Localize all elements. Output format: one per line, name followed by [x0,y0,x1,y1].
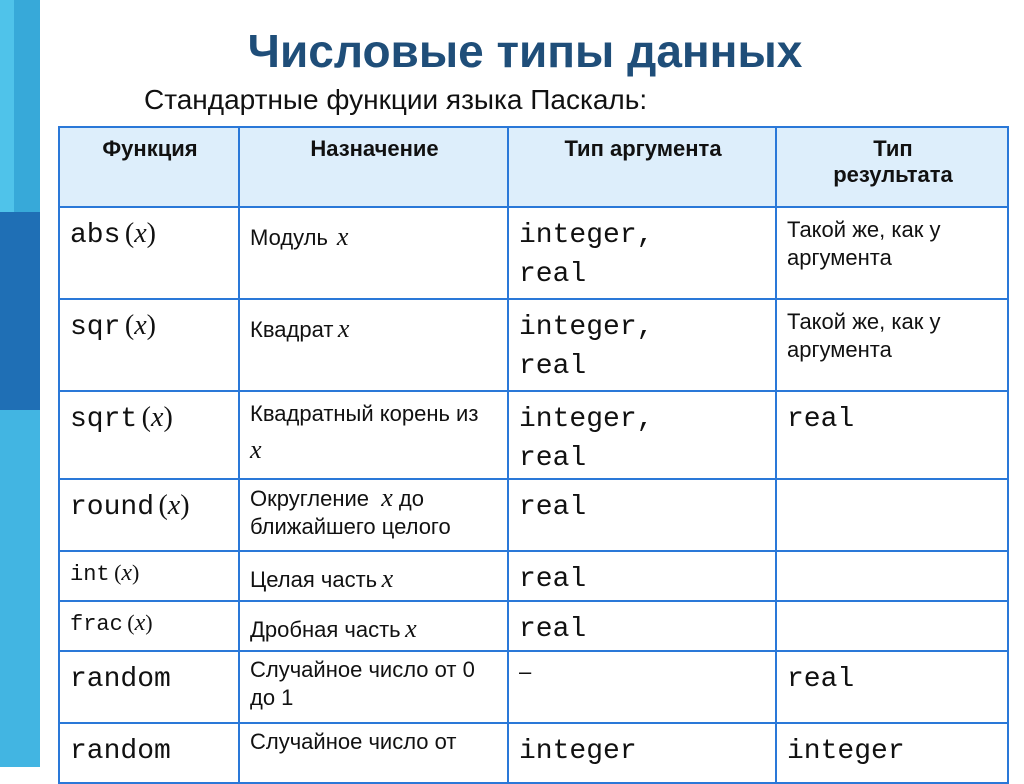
side-strip-lower [0,410,40,767]
subtitle: Стандартные функции языка Паскаль: [144,84,648,115]
purpose-text: Округление [250,486,370,511]
func-cell [59,723,239,783]
table-row [59,391,1008,479]
table-row [59,651,1008,723]
arg-type-1: real [519,614,587,645]
func-name: random [70,736,171,767]
func-name: round [70,492,155,523]
table-row [59,207,1008,299]
result-cell [776,551,1008,601]
table-header-row [59,127,1008,207]
arg-symbol: x [167,490,181,521]
header-function: Функция [59,127,239,207]
func-name: int [70,562,110,587]
purpose-cell [239,551,508,601]
arg-type-1: integer, [519,220,654,251]
table-row [59,299,1008,391]
func-cell [59,651,239,723]
result-text: real [787,404,855,435]
func-cell: round (x) [59,479,239,551]
header-arg-type: Тип аргумента [508,127,776,207]
func-name: random [70,664,171,695]
arg-type-1: real [519,492,587,523]
func-cell: int (x) [59,551,239,601]
arg-symbol: x [250,435,262,464]
arg-type-1: integer, [519,404,654,435]
arg-symbol: x [336,222,349,251]
arg-type-cell [508,723,776,783]
arg-symbol: x [337,314,350,343]
result-cell [776,601,1008,651]
arg-symbol: x [381,483,393,512]
result-cell [776,651,1008,723]
purpose-cell [239,479,508,551]
table-row [59,601,1008,651]
func-cell: sqr (x) [59,299,239,391]
arg-symbol: x [405,614,417,643]
functions-table [58,126,1009,784]
side-strip-dark [0,212,40,410]
result-text: Такой же, как у аргумента [787,217,941,270]
arg-symbol: x [134,310,147,341]
purpose-tail: до ближайшего целого [250,486,451,539]
header-result-type [776,127,1008,207]
arg-symbol: x [134,218,147,249]
purpose-cell [239,299,508,391]
purpose-text: Целая часть [250,567,378,592]
arg-type-2: real [519,259,587,290]
arg-symbol: x [121,560,133,586]
table-row [59,551,1008,601]
arg-type-1: real [519,564,587,595]
purpose-text: Случайное число от [250,729,457,754]
purpose-text: Модуль [250,225,328,250]
func-cell: abs (x) [59,207,239,299]
arg-type-cell [508,479,776,551]
purpose-text: Дробная часть [250,617,401,642]
arg-type-2: real [519,443,587,474]
purpose-text: Квадрат [250,317,334,342]
arg-type-cell [508,391,776,479]
arg-type-2: real [519,351,587,382]
result-text: real [787,664,855,695]
result-cell [776,723,1008,783]
purpose-text: Случайное число от 0 до 1 [250,657,475,710]
result-text: integer [787,736,905,767]
result-cell [776,207,1008,299]
arg-type-cell [508,601,776,651]
purpose-cell [239,207,508,299]
header-purpose: Назначение [239,127,508,207]
purpose-text: Квадратный корень из [250,401,479,426]
arg-type-cell [508,207,776,299]
arg-type-1: integer, [519,312,654,343]
arg-type-1: integer [519,736,637,767]
header-result-line2: результата [833,162,953,187]
arg-symbol: x [134,610,146,636]
result-text: Такой же, как у аргумента [787,309,941,362]
func-cell: frac (x) [59,601,239,651]
arg-symbol: x [381,564,394,593]
purpose-cell [239,391,508,479]
func-cell: sqrt (x) [59,391,239,479]
purpose-cell [239,601,508,651]
func-name: abs [70,220,121,251]
header-result-line1: Тип [873,136,913,161]
arg-type-1: – [519,659,532,684]
func-name: sqrt [70,404,138,435]
arg-type-cell [508,551,776,601]
table-row [59,723,1008,783]
result-cell [776,299,1008,391]
func-name: sqr [70,312,121,343]
func-name: frac [70,612,123,637]
result-cell [776,391,1008,479]
arg-type-cell [508,299,776,391]
table-row [59,479,1008,551]
result-cell [776,479,1008,551]
purpose-cell [239,651,508,723]
page-title: Числовые типы данных [247,25,803,77]
arg-type-cell [508,651,776,723]
arg-symbol: x [151,402,164,433]
purpose-cell [239,723,508,783]
